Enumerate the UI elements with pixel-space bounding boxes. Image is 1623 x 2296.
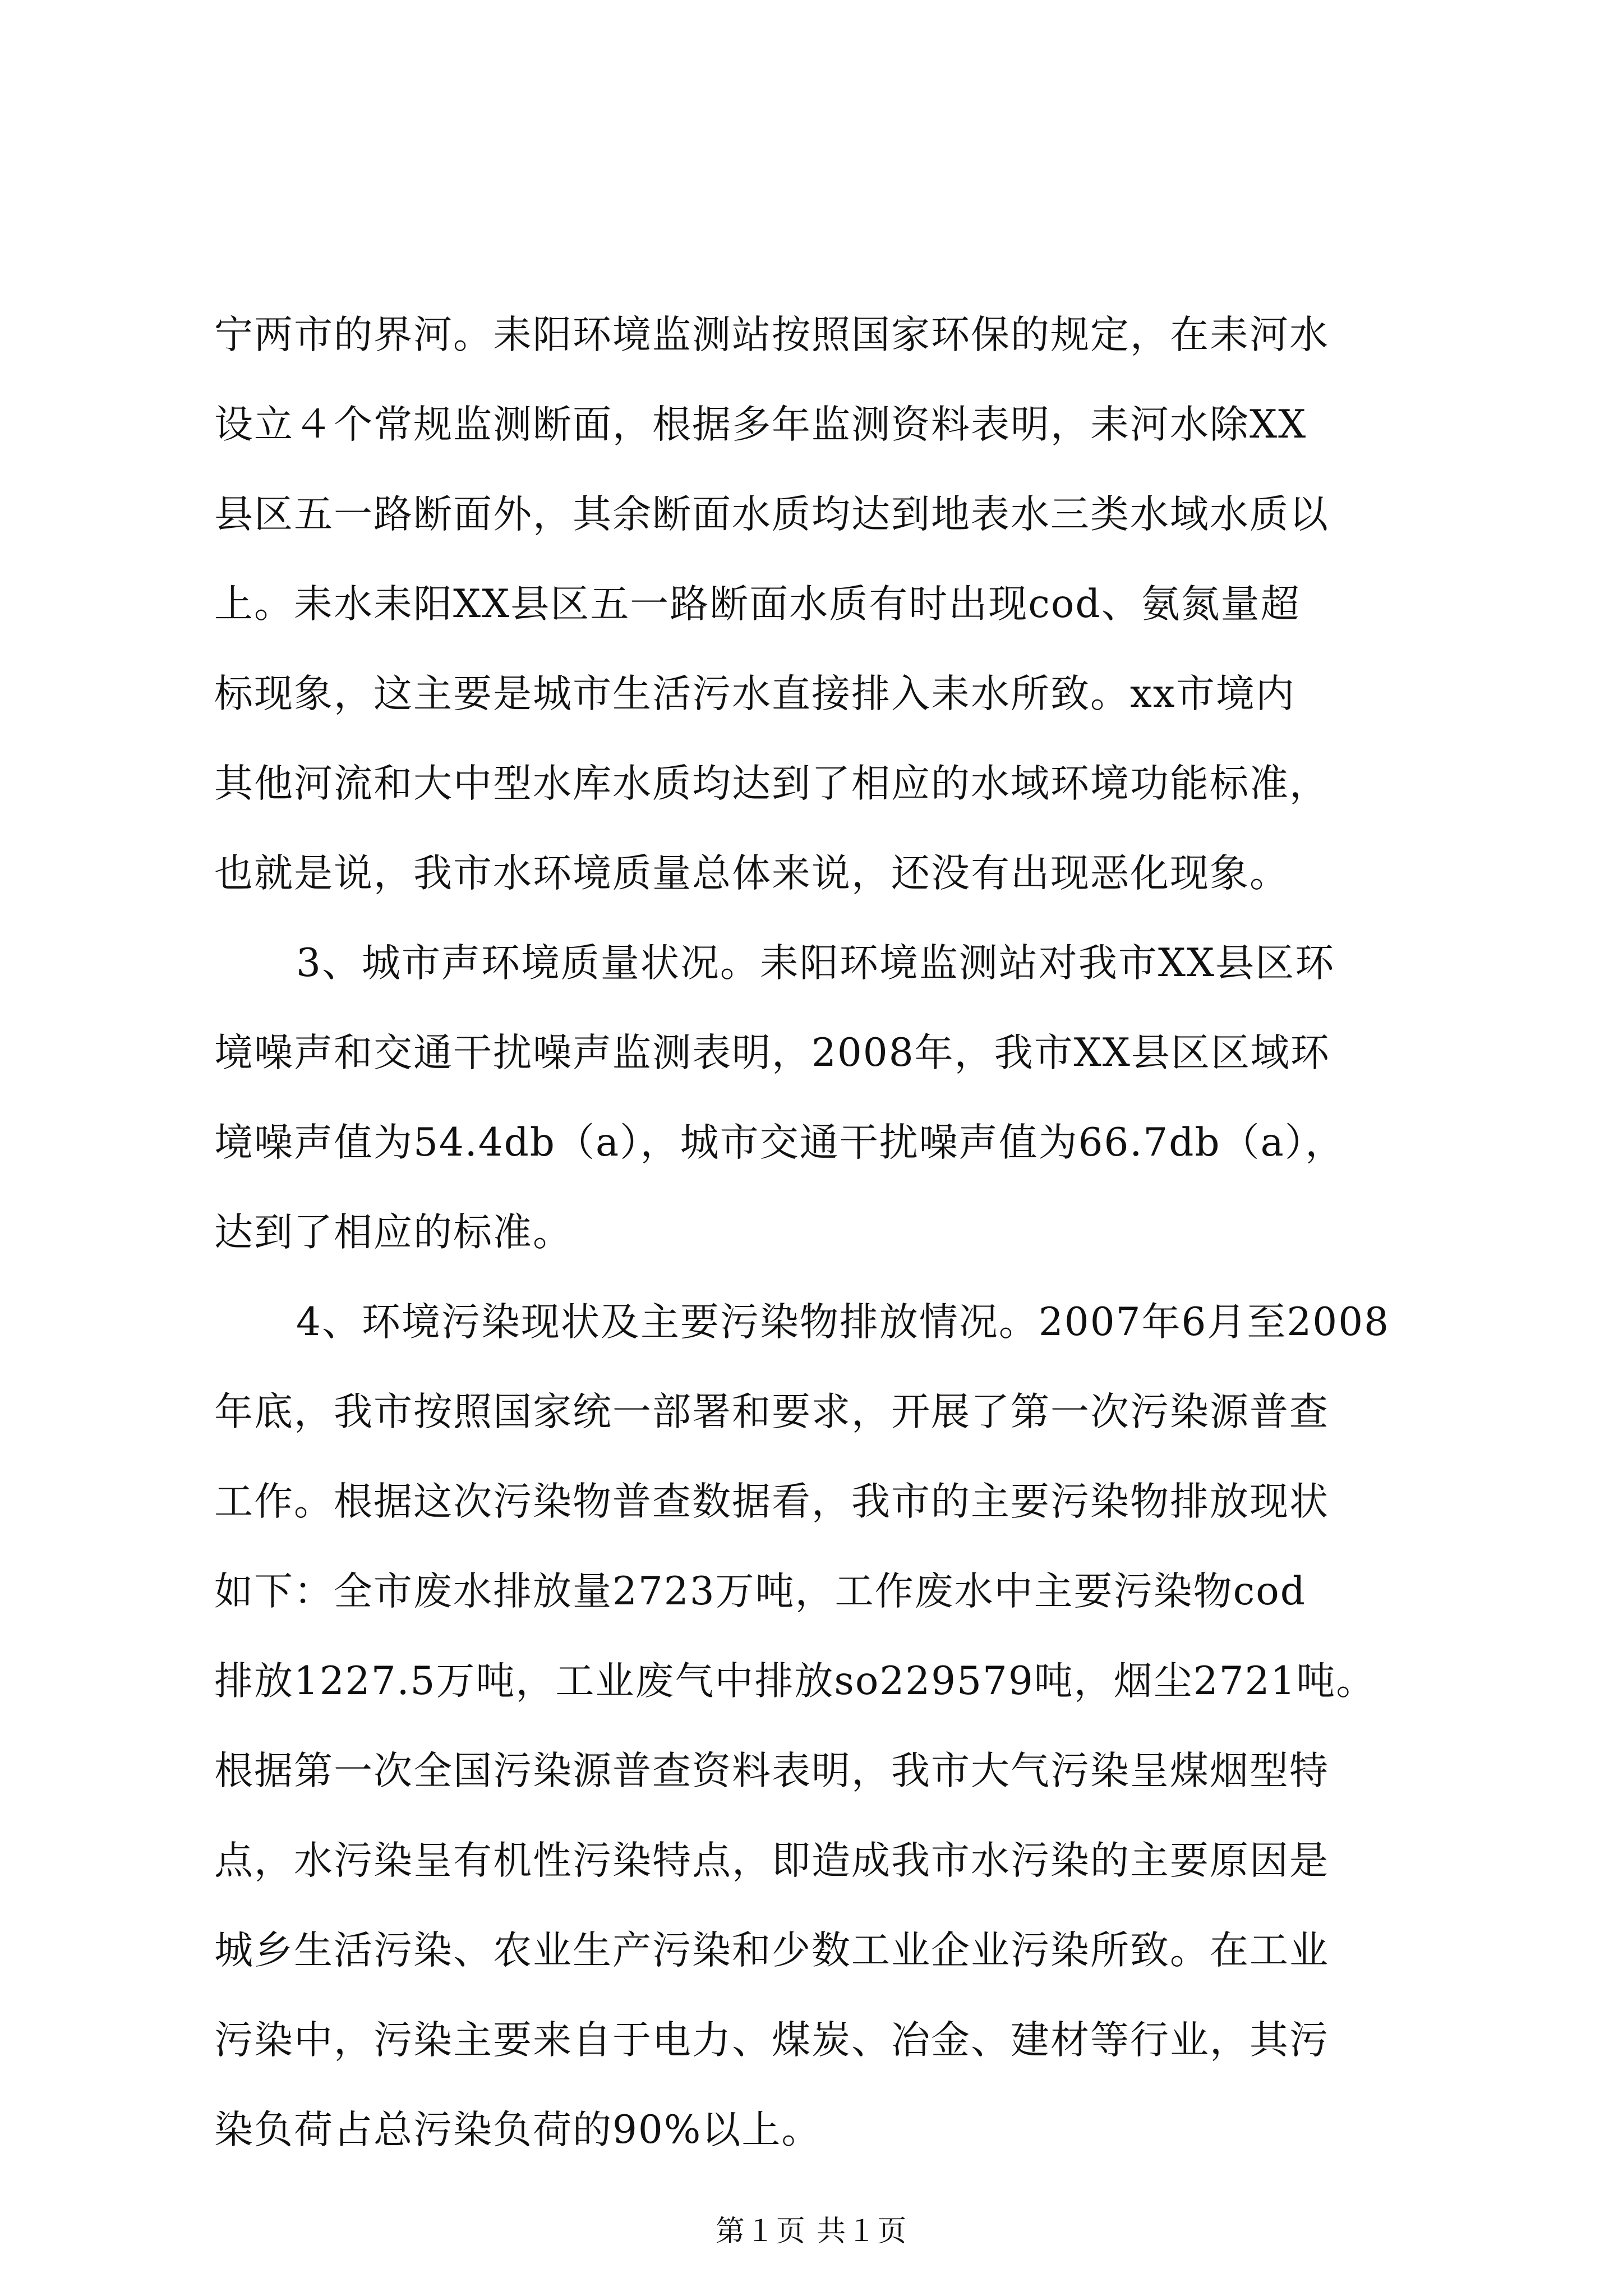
text-line: 也就是说，我市水环境质量总体来说，还没有出现恶化现象。 — [214, 851, 1289, 896]
text-line: 工作。根据这次污染物普查数据看，我市的主要污染物排放现状 — [214, 1479, 1329, 1524]
text-line: 4、环境污染现状及主要污染物排放情况。2007年6月至2008 — [296, 1300, 1390, 1345]
text-line: 根据第一次全国污染源普查资料表明，我市大气污染呈煤烟型特 — [214, 1749, 1329, 1793]
text-line: 其他河流和大中型水库水质均达到了相应的水域环境功能标准， — [214, 761, 1329, 806]
text-line: 染负荷占总污染负荷的90%以上。 — [214, 2108, 822, 2152]
text-line: 城乡生活污染、农业生产污染和少数工业企业污染所致。在工业 — [214, 1928, 1329, 1973]
text-line: 点，水污染呈有机性污染特点，即造成我市水污染的主要原因是 — [214, 1838, 1329, 1883]
text-line: 3、城市声环境质量状况。耒阳环境监测站对我市XX县区环 — [296, 941, 1335, 986]
text-line: 如下：全市废水排放量2723万吨，工作废水中主要污染物cod — [214, 1569, 1306, 1614]
text-line: 排放1227.5万吨，工业废气中排放so229579吨，烟尘2721吨。 — [214, 1659, 1376, 1704]
text-line: 年底，我市按照国家统一部署和要求，开展了第一次污染源普查 — [214, 1389, 1329, 1434]
text-line: 标现象，这主要是城市生活污水直接排入耒水所致。xx市境内 — [214, 671, 1295, 716]
text-line: 宁两市的界河。耒阳环境监测站按照国家环保的规定，在耒河水 — [214, 312, 1329, 357]
text-line: 达到了相应的标准。 — [214, 1210, 573, 1255]
text-line: 境噪声和交通干扰噪声监测表明，2008年，我市XX县区区域环 — [214, 1030, 1330, 1075]
text-line: 县区五一路断面外，其余断面水质均达到地表水三类水域水质以 — [214, 492, 1329, 537]
text-line: 污染中，污染主要来自于电力、煤炭、冶金、建材等行业，其污 — [214, 2018, 1329, 2063]
page-number-footer: 第１页 共１页 — [715, 2215, 908, 2248]
text-line: 上。耒水耒阳XX县区五一路断面水质有时出现cod、氨氮量超 — [214, 582, 1301, 627]
text-line: 设立４个常规监测断面，根据多年监测资料表明，耒河水除XX — [214, 402, 1307, 447]
text-line: 境噪声值为54.4db（a），城市交通干扰噪声值为66.7db（a）， — [214, 1120, 1345, 1165]
